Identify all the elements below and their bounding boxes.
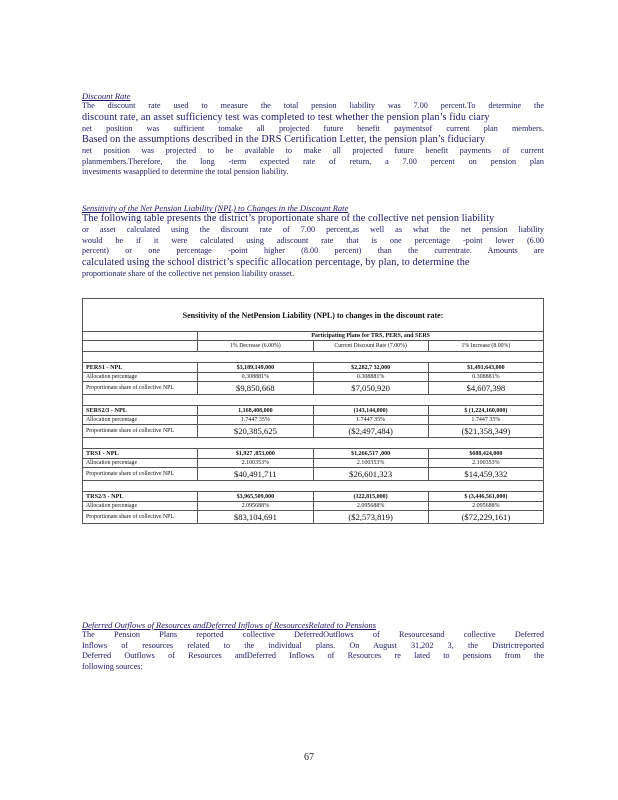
- npl-value: $ (3,446,561,000): [428, 492, 543, 502]
- allocation-value: 2.100353%: [198, 459, 313, 468]
- paragraph-line: planmembers.Therefore, the long -term expected rate of return, a 7.00 percent on pension plan: [82, 156, 544, 166]
- paragraph-line: net position was sufficient tomake all projected future benefit paymentsof current plan members.: [82, 123, 544, 133]
- sensitivity-table: [82, 298, 544, 524]
- proportionate-value: $83,104,691: [198, 511, 313, 524]
- sensitivity-heading: Sensitivity of the Net Pension Liability (NPL) to Changes in the Discount Rate: [82, 203, 349, 213]
- table-row: [83, 502, 544, 511]
- allocation-value: 2.100353%: [428, 459, 543, 468]
- proportionate-value: $14,459,332: [428, 468, 543, 481]
- paragraph-line: net position was projected to be available to make all projected future benefit payments of current: [82, 146, 544, 155]
- allocation-label: Allocation percentage: [83, 459, 198, 468]
- allocation-value: 2.100353%: [313, 459, 428, 468]
- plan-name: TRS1 - NPL: [83, 449, 198, 459]
- proportionate-value: $9,850,668: [198, 382, 313, 395]
- npl-value: $2,282,7 32,000: [313, 363, 428, 373]
- proportionate-label: Proportionate share of collective NPL: [83, 425, 198, 438]
- table-row: [83, 363, 544, 373]
- table-groups: [83, 352, 544, 524]
- allocation-value: 0.308881%: [198, 373, 313, 382]
- table-row: [83, 449, 544, 459]
- paragraph-line: Inflows of resources related to the individual plans. On August 31,202 3, the Districtreported: [82, 640, 544, 650]
- table-row: [83, 425, 544, 438]
- table-row: [83, 459, 544, 468]
- proportionate-value: $40,491,711: [198, 468, 313, 481]
- npl-value: $ (1,224,160,000): [428, 406, 543, 416]
- paragraph-line: The discount rate used to measure the total pension liability was 7.00 percent.To determine the: [82, 101, 544, 110]
- group-spacer: [83, 352, 544, 363]
- table-row: [83, 468, 544, 481]
- table-row: [83, 511, 544, 524]
- plans-header: Participating Plans for TRS, PERS, and SERS: [198, 332, 544, 341]
- col-decrease: 1% Decrease (6.00%): [198, 341, 313, 352]
- sensitivity-body: [82, 213, 544, 279]
- col-current: Current Discount Rate (7.00%): [313, 341, 428, 352]
- proportionate-value: $4,607,398: [428, 382, 543, 395]
- plan-name: PERS1 - NPL: [83, 363, 198, 373]
- proportionate-value: $20,385,625: [198, 425, 313, 438]
- table-row: [83, 406, 544, 416]
- table-title: Sensitivity of the NetPension Liability (NPL) to changes in the discount rate:: [83, 299, 544, 332]
- page-number: 67: [304, 752, 314, 763]
- paragraph-line: discount rate, an asset sufficiency test was completed to test whether the pension plan’s fidu ciary: [82, 111, 490, 123]
- allocation-value: 1.7447 35%: [198, 416, 313, 425]
- npl-value: $3,965,509,000: [198, 492, 313, 502]
- paragraph-line: Based on the assumptions described in the DRS Certification Letter, the pension plan’s fiduciary: [82, 134, 486, 145]
- paragraph-line: calculated using the school district’s specific allocation percentage, by plan, to determine the: [82, 256, 470, 268]
- npl-value: (143,144,000): [313, 406, 428, 416]
- discount-rate-body: [82, 101, 544, 178]
- allocation-value: 1.7447 35%: [313, 416, 428, 425]
- paragraph-line: investments wasapplied to determine the total pension liability.: [82, 167, 289, 176]
- npl-value: (122,815,000): [313, 492, 428, 502]
- proportionate-label: Proportionate share of collective NPL: [83, 511, 198, 524]
- table-row: [83, 382, 544, 395]
- allocation-label: Allocation percentage: [83, 502, 198, 511]
- deferred-section: [82, 620, 544, 672]
- proportionate-label: Proportionate share of collective NPL: [83, 382, 198, 395]
- allocation-value: 1.7447 35%: [428, 416, 543, 425]
- allocation-label: Allocation percentage: [83, 416, 198, 425]
- plan-name: TRS2/3 - NPL: [83, 492, 198, 502]
- proportionate-label: Proportionate share of collective NPL: [83, 468, 198, 481]
- allocation-value: 2.095688%: [313, 502, 428, 511]
- paragraph-line: following sources:: [82, 661, 143, 671]
- sensitivity-section: [82, 203, 544, 279]
- npl-value: $688,424,000: [428, 449, 543, 459]
- npl-value: $1,491,643,000: [428, 363, 543, 373]
- allocation-value: 0.308881%: [313, 373, 428, 382]
- npl-value: $1,266,517 ,000: [313, 449, 428, 459]
- proportionate-value: ($21,358,349): [428, 425, 543, 438]
- table-row: [83, 373, 544, 382]
- allocation-label: Allocation percentage: [83, 373, 198, 382]
- table-row: [83, 492, 544, 502]
- allocation-value: 2.095688%: [198, 502, 313, 511]
- group-spacer: [83, 481, 544, 492]
- paragraph-line: Deferred Outflows of Resources andDeferred Inflows of Resources re lated to pensions from the: [82, 651, 544, 660]
- proportionate-value: ($2,497,484): [313, 425, 428, 438]
- allocation-value: 0.308881%: [428, 373, 543, 382]
- deferred-heading: Deferred Outflows of Resources andDeferred Inflows of ResourcesRelated to Pensions: [82, 620, 377, 630]
- discount-rate-section: [82, 91, 544, 178]
- proportionate-value: ($2,573,819): [313, 511, 428, 524]
- npl-value: $3,189,149,000: [198, 363, 313, 373]
- paragraph-line: percent) or one percentage -point higher (8.00 percent) than the currentrate. Amounts are: [82, 246, 544, 255]
- paragraph-line: or asset calculated using the discount rate of 7.00 percent,as well as what the net pension liability: [82, 225, 544, 234]
- npl-value: $1,927 ,853,000: [198, 449, 313, 459]
- npl-value: 1,168,408,000: [198, 406, 313, 416]
- proportionate-value: ($72,229,161): [428, 511, 543, 524]
- group-spacer: [83, 395, 544, 406]
- deferred-body: [82, 630, 544, 672]
- paragraph-line: The following table presents the district’s proportionate share of the collective net pension liability: [82, 213, 495, 224]
- paragraph-line: The Pension Plans reported collective DeferredOutflows of Resourcesand collective Deferred: [82, 630, 544, 639]
- proportionate-value: $26,601,323: [313, 468, 428, 481]
- paragraph-line: proportionate share of the collective net pension liability orasset.: [82, 268, 295, 278]
- group-spacer: [83, 438, 544, 449]
- allocation-value: 2.095688%: [428, 502, 543, 511]
- proportionate-value: $7,050,920: [313, 382, 428, 395]
- col-increase: 1% Increase (8.00%): [428, 341, 543, 352]
- paragraph-line: would be if it were calculated using adiscount rate that is one percentage -point lower (6.00: [82, 235, 544, 245]
- plan-name: SERS2/3 - NPL: [83, 406, 198, 416]
- table-row: [83, 416, 544, 425]
- discount-rate-heading: Discount Rate: [82, 91, 131, 101]
